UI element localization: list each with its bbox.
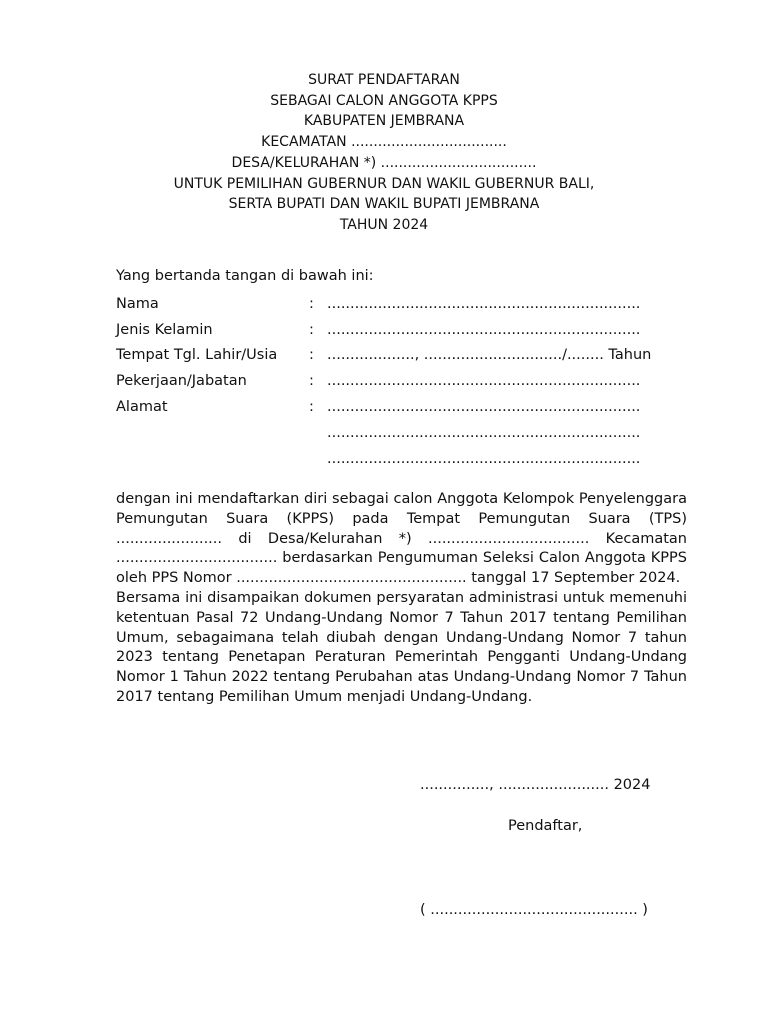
paragraph-documents: Bersama ini disampaikan dokumen persyaratan administrasi untuk memenuhi ketentuan Pasal 72 Undang-Undang Nomor 7 Tahun 2017 tentang Pemilihan Umum, sebagaimana telah diubah dengan Undang-Undang Nomor 7 tahun 2023 tentang Penetapan Peraturan Pemerintah Pengganti Undang-Undang Nomor 1 Tahun 2022 tentang Perubahan atas Undang-Undang Nomor 7 Tahun 2017 tentang Pemilihan Umum menjadi Undang-Undang. bbox=[116, 589, 687, 705]
title-line-2: SEBAGAI CALON ANGGOTA KPPS bbox=[270, 92, 498, 109]
form-label: Pekerjaan/Jabatan bbox=[116, 373, 247, 390]
form-label: Nama bbox=[116, 295, 159, 312]
document-title bbox=[0, 70, 768, 236]
signature-role: Pendaftar, bbox=[508, 818, 583, 834]
form-row-pekerjaan bbox=[116, 368, 686, 394]
form-label: Tempat Tgl. Lahir/Usia bbox=[116, 347, 278, 364]
title-line-year: TAHUN 2024 bbox=[339, 216, 429, 233]
signature-date: ..............., ........................ 2024 bbox=[420, 777, 651, 793]
form-colon: : bbox=[309, 347, 314, 364]
title-line-7: SERTA BUPATI DAN WAKIL BUPATI JEMBRANA bbox=[228, 196, 540, 213]
applicant-form bbox=[116, 291, 686, 472]
signature-name-line: ( ............................................. ) bbox=[420, 902, 648, 918]
form-value-blank: .................................................................... bbox=[327, 399, 641, 416]
form-colon: : bbox=[309, 295, 314, 312]
title-line-1: SURAT PENDAFTARAN bbox=[308, 72, 460, 88]
form-colon: : bbox=[309, 373, 314, 390]
form-row-nama bbox=[116, 291, 686, 317]
body-text bbox=[116, 490, 687, 708]
form-value-blank: .................................................................... bbox=[327, 450, 641, 467]
form-colon: : bbox=[309, 399, 314, 416]
form-row-alamat-2 bbox=[116, 420, 686, 446]
intro-text: Yang bertanda tangan di bawah ini: bbox=[116, 268, 374, 284]
title-line-6: UNTUK PEMILIHAN GUBERNUR DAN WAKIL GUBERNUR BALI, bbox=[173, 175, 595, 192]
form-row-jenis-kelamin bbox=[116, 317, 686, 343]
form-row-tempat-tgl-lahir bbox=[116, 343, 686, 369]
form-value-blank: .................................................................... bbox=[327, 424, 641, 441]
form-colon: : bbox=[309, 321, 314, 338]
form-row-alamat bbox=[116, 394, 686, 420]
form-label: Alamat bbox=[116, 399, 168, 416]
form-value-blank: .................................................................... bbox=[327, 321, 641, 338]
title-line-3: KABUPATEN JEMBRANA bbox=[303, 113, 465, 130]
paragraph-registration: dengan ini mendaftarkan diri sebagai calon Anggota Kelompok Penyelenggara Pemungutan Suara (KPPS) pada Tempat Pemungutan Suara (TPS) ....................... di Desa/Kelurahan *) ................................... Kecamatan ................................... berdasarkan Pengumuman Seleksi Calon Anggota KPPS oleh PPS Nomor .................................................. tanggal 17 September 2024. bbox=[116, 491, 687, 587]
form-row-alamat-3 bbox=[116, 446, 686, 472]
form-value-blank: .................................................................... bbox=[327, 295, 641, 312]
form-value-blank: ..................., ............................../........ Tahun bbox=[327, 347, 652, 364]
form-value-blank: .................................................................... bbox=[327, 373, 641, 390]
title-line-kecamatan: KECAMATAN ................................... bbox=[261, 134, 507, 151]
form-label: Jenis Kelamin bbox=[116, 321, 213, 338]
title-line-desa: DESA/KELURAHAN *) ................................... bbox=[231, 154, 537, 171]
